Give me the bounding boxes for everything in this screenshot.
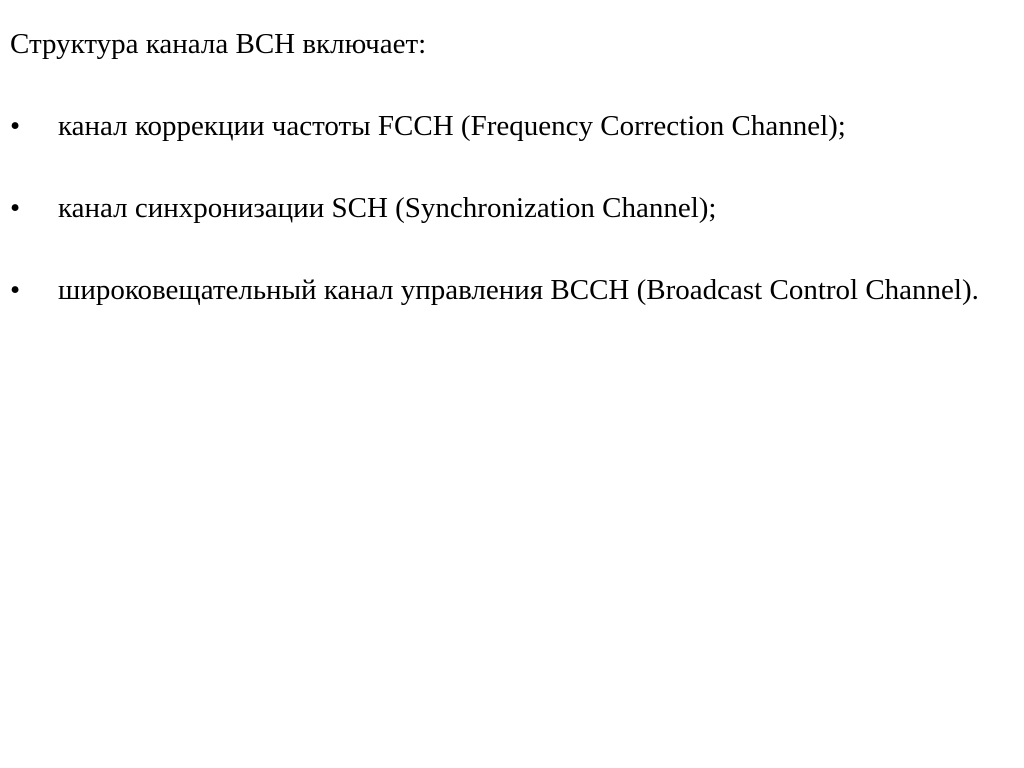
- intro-text: Структура канала BCH включает:: [10, 28, 427, 60]
- list-item-text: широковещательный канал управления BCCH (Broadcast Control Channel).: [58, 274, 979, 306]
- list-item: [10, 270, 1010, 311]
- list-item: [10, 106, 1010, 147]
- bullet-list: [10, 106, 1010, 311]
- bullet-icon: •: [10, 274, 21, 306]
- bullet-icon: •: [10, 192, 21, 224]
- list-item-text: канал синхронизации SCH (Synchronization Channel);: [58, 192, 717, 224]
- list-item-text: канал коррекции частоты FCCH (Frequency Correction Channel);: [58, 110, 846, 142]
- list-item: [10, 188, 1010, 229]
- bullet-icon: •: [10, 110, 21, 142]
